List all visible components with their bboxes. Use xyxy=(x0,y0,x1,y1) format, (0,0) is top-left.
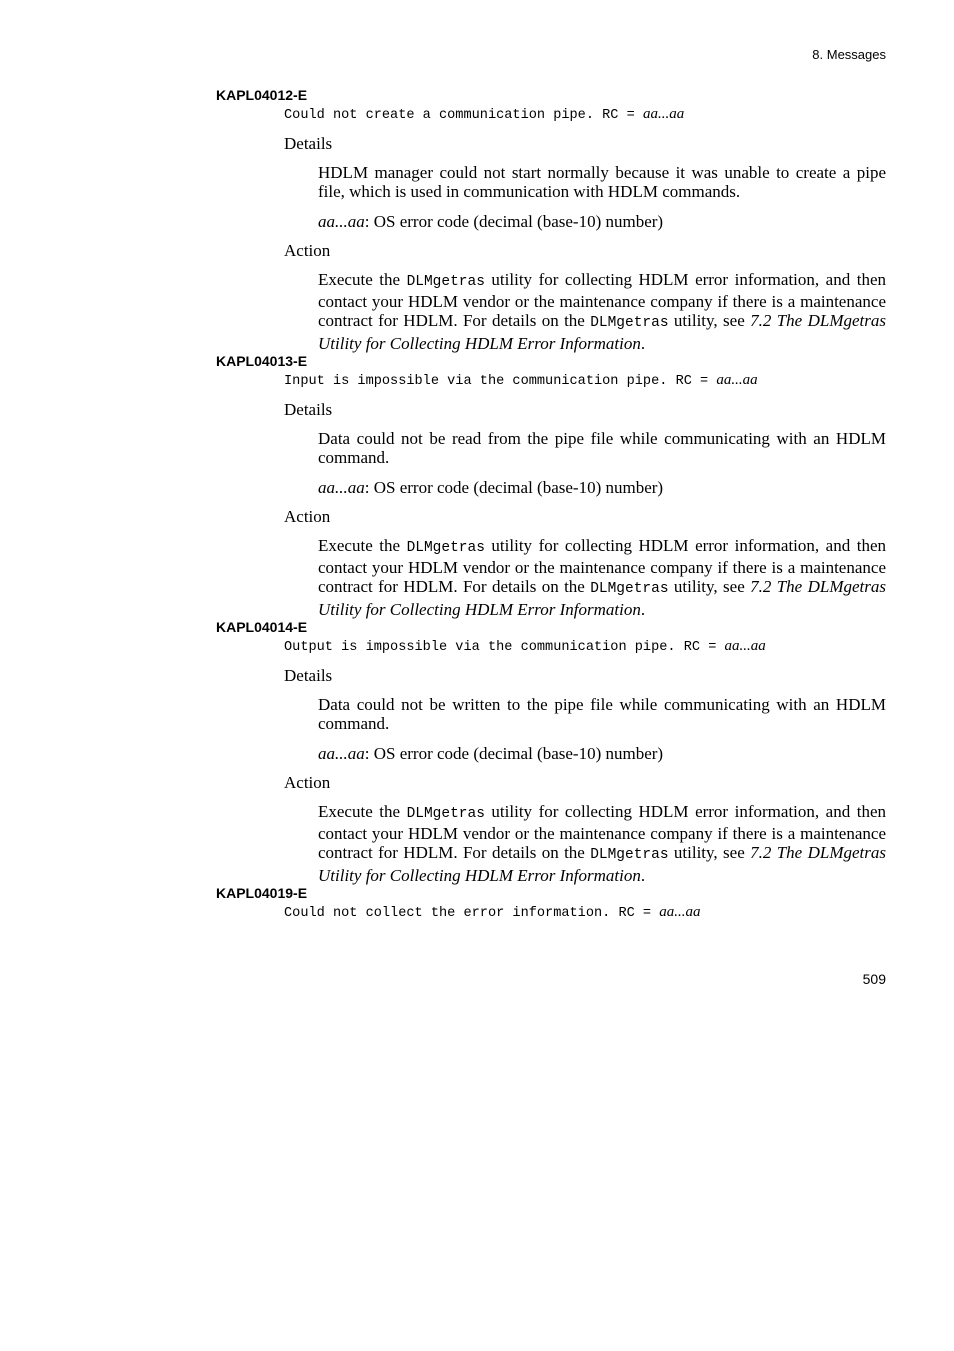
message-id: KAPL04014-E xyxy=(216,619,308,635)
action-text: Execute the DLMgetras utility for collecting HDLM error information, and then contact your HDLM vendor or the maintenance company if there is a maintenance contract for HDLM. For details on the DLMgetras utility, see 7.2 The DLMgetras Utility for Collecting HDLM Error Information. xyxy=(318,801,887,885)
message-text: Output is impossible via the communication pipe. RC = aa...aa xyxy=(284,638,766,655)
details-label: Details xyxy=(284,666,333,685)
message-entry xyxy=(216,885,886,922)
action-label: Action xyxy=(284,506,331,526)
action-label: Action xyxy=(284,240,331,260)
page-number: 509 xyxy=(862,971,886,987)
cross-reference-link[interactable]: 7.2 The DLMgetras Utility for Collecting HDLM Error Information xyxy=(318,311,886,353)
message-text: Could not collect the error information. RC = aa...aa xyxy=(284,904,701,921)
cross-reference-link[interactable]: 7.2 The DLMgetras Utility for Collecting HDLM Error Information xyxy=(318,843,886,885)
details-label: Details xyxy=(284,400,333,419)
details-text: Data could not be written to the pipe file while communicating with an HDLM command. xyxy=(318,695,886,734)
variable-description: aa...aa: OS error code (decimal (base-10) number) xyxy=(318,743,664,763)
message-id: KAPL04013-E xyxy=(216,353,308,369)
message-id: KAPL04019-E xyxy=(216,885,308,901)
message-text: Could not create a communication pipe. RC = aa...aa xyxy=(284,106,685,123)
details-text: HDLM manager could not start normally because it was unable to create a pipe file, which is used in communication with HDLM commands. xyxy=(318,163,886,202)
action-text: Execute the DLMgetras utility for collecting HDLM error information, and then contact your HDLM vendor or the maintenance company if there is a maintenance contract for HDLM. For details on the DLMgetras utility, see 7.2 The DLMgetras Utility for Collecting HDLM Error Information. xyxy=(318,269,887,353)
message-text: Input is impossible via the communication pipe. RC = aa...aa xyxy=(284,372,758,389)
variable-description: aa...aa: OS error code (decimal (base-10) number) xyxy=(318,211,664,231)
message-entry xyxy=(216,353,886,619)
variable-description: aa...aa: OS error code (decimal (base-10) number) xyxy=(318,477,664,497)
message-entry xyxy=(216,87,886,353)
action-label: Action xyxy=(284,772,331,792)
cross-reference-link[interactable]: 7.2 The DLMgetras Utility for Collecting HDLM Error Information xyxy=(318,577,886,619)
running-header: 8. Messages xyxy=(812,47,886,62)
action-text: Execute the DLMgetras utility for collecting HDLM error information, and then contact your HDLM vendor or the maintenance company if there is a maintenance contract for HDLM. For details on the DLMgetras utility, see 7.2 The DLMgetras Utility for Collecting HDLM Error Information. xyxy=(318,535,887,619)
message-id: KAPL04012-E xyxy=(216,87,308,103)
details-text: Data could not be read from the pipe file while communicating with an HDLM command. xyxy=(318,429,886,468)
details-label: Details xyxy=(284,134,333,153)
message-entry xyxy=(216,619,886,885)
